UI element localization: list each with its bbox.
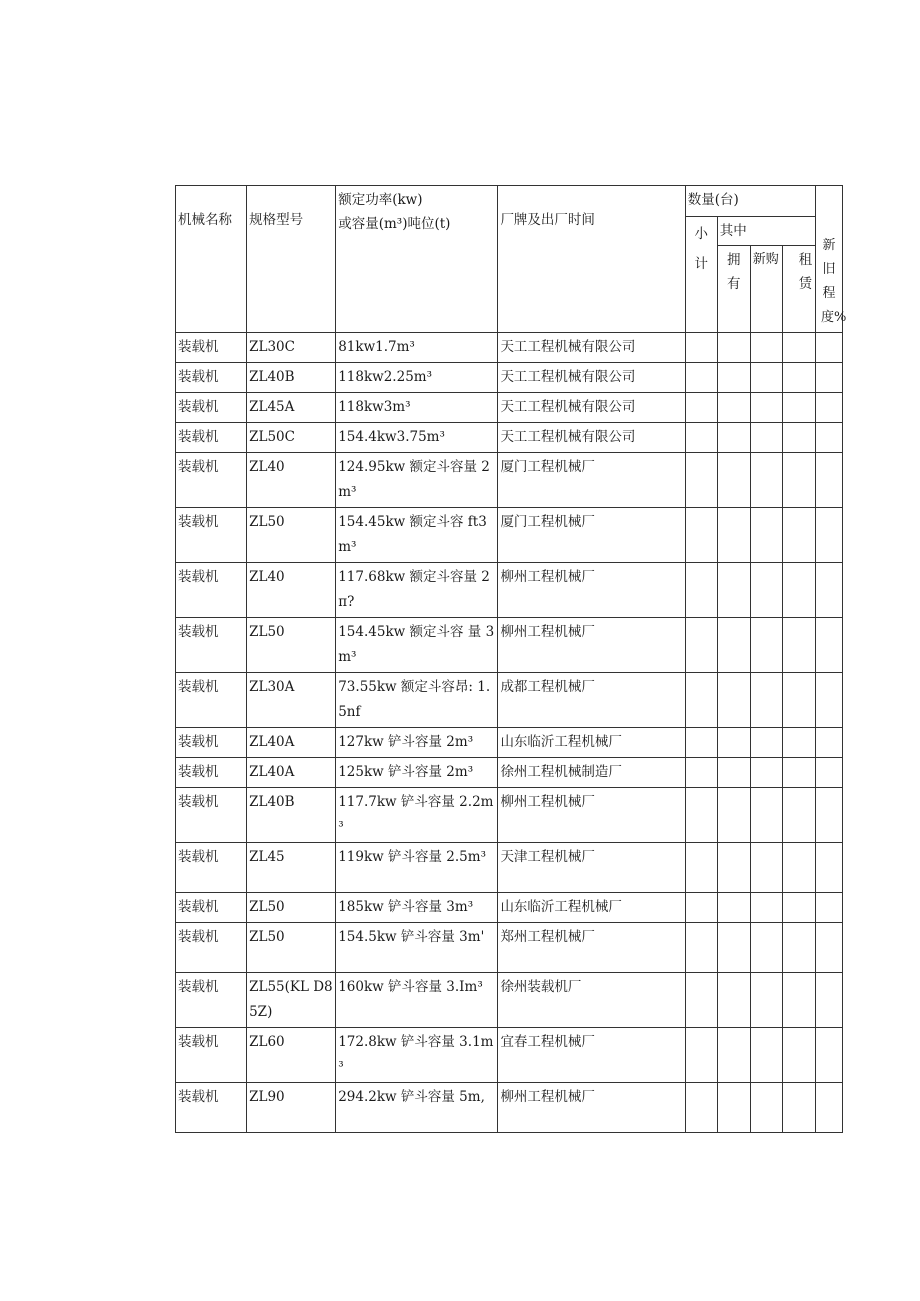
cell-empty bbox=[717, 333, 750, 363]
cell-empty bbox=[717, 673, 750, 728]
cell-empty bbox=[815, 363, 842, 393]
cell-empty bbox=[717, 973, 750, 1028]
cell-model: ZL30A bbox=[247, 673, 336, 728]
table-row bbox=[176, 563, 843, 618]
cell-empty bbox=[750, 788, 782, 843]
cell-name: 装载机 bbox=[176, 1083, 247, 1133]
cell-empty bbox=[782, 363, 815, 393]
cell-empty bbox=[750, 973, 782, 1028]
table-row bbox=[176, 923, 843, 973]
header-own-text: 拥有 bbox=[727, 252, 741, 292]
cell-empty bbox=[815, 333, 842, 363]
cell-empty bbox=[717, 728, 750, 758]
cell-name: 装载机 bbox=[176, 973, 247, 1028]
cell-empty bbox=[815, 728, 842, 758]
header-model: 规格型号 bbox=[247, 186, 336, 333]
cell-model: ZL40 bbox=[247, 563, 336, 618]
cell-empty bbox=[717, 843, 750, 893]
cell-empty bbox=[782, 423, 815, 453]
cell-model: ZL45 bbox=[247, 843, 336, 893]
cell-name: 装载机 bbox=[176, 508, 247, 563]
cell-maker: 天工工程机械有限公司 bbox=[498, 423, 685, 453]
cell-maker: 天工工程机械有限公司 bbox=[498, 333, 685, 363]
cell-empty bbox=[782, 673, 815, 728]
cell-empty bbox=[717, 563, 750, 618]
cell-empty bbox=[782, 758, 815, 788]
header-subtotal bbox=[685, 217, 717, 333]
cell-empty bbox=[815, 618, 842, 673]
cell-maker: 柳州工程机械厂 bbox=[498, 1083, 685, 1133]
cell-empty bbox=[717, 1083, 750, 1133]
cell-empty bbox=[685, 893, 717, 923]
cell-empty bbox=[717, 393, 750, 423]
cell-power: 119kw 铲斗容量 2.5m³ bbox=[336, 843, 498, 893]
header-own bbox=[717, 246, 750, 333]
cell-model: ZL45A bbox=[247, 393, 336, 423]
cell-model: ZL50C bbox=[247, 423, 336, 453]
cell-empty bbox=[750, 453, 782, 508]
cell-power: 118kw3m³ bbox=[336, 393, 498, 423]
cell-empty bbox=[685, 563, 717, 618]
cell-maker: 山东临沂工程机械厂 bbox=[498, 728, 685, 758]
cell-name: 装载机 bbox=[176, 393, 247, 423]
table-row bbox=[176, 893, 843, 923]
cell-empty bbox=[717, 508, 750, 563]
cell-name: 装载机 bbox=[176, 1028, 247, 1083]
table-row bbox=[176, 1083, 843, 1133]
cell-power: 185kw 铲斗容量 3m³ bbox=[336, 893, 498, 923]
cell-empty bbox=[782, 788, 815, 843]
cell-empty bbox=[685, 788, 717, 843]
cell-empty bbox=[685, 508, 717, 563]
cell-empty bbox=[815, 1028, 842, 1083]
cell-model: ZL90 bbox=[247, 1083, 336, 1133]
header-name: 机械名称 bbox=[176, 186, 247, 333]
cell-empty bbox=[815, 843, 842, 893]
table-row bbox=[176, 618, 843, 673]
cell-model: ZL50 bbox=[247, 508, 336, 563]
cell-empty bbox=[815, 453, 842, 508]
cell-maker: 郑州工程机械厂 bbox=[498, 923, 685, 973]
cell-maker: 天津工程机械厂 bbox=[498, 843, 685, 893]
table-row bbox=[176, 363, 843, 393]
cell-empty bbox=[717, 1028, 750, 1083]
cell-model: ZL60 bbox=[247, 1028, 336, 1083]
table-row bbox=[176, 843, 843, 893]
cell-empty bbox=[750, 563, 782, 618]
cell-empty bbox=[750, 1028, 782, 1083]
cell-empty bbox=[717, 758, 750, 788]
header-qty: 数量(台) bbox=[685, 186, 815, 217]
cell-maker: 徐州装载机厂 bbox=[498, 973, 685, 1028]
cell-model: ZL40 bbox=[247, 453, 336, 508]
cell-empty bbox=[685, 618, 717, 673]
cell-empty bbox=[815, 423, 842, 453]
cell-power: 294.2kw 铲斗容量 5m, bbox=[336, 1083, 498, 1133]
cell-empty bbox=[750, 673, 782, 728]
cell-empty bbox=[815, 893, 842, 923]
cell-empty bbox=[685, 1028, 717, 1083]
cell-name: 装载机 bbox=[176, 333, 247, 363]
cell-empty bbox=[815, 788, 842, 843]
cell-maker: 厦门工程机械厂 bbox=[498, 453, 685, 508]
cell-empty bbox=[685, 393, 717, 423]
cell-empty bbox=[782, 728, 815, 758]
cell-empty bbox=[782, 973, 815, 1028]
cell-name: 装载机 bbox=[176, 893, 247, 923]
equipment-table bbox=[175, 185, 847, 1133]
cell-model: ZL40B bbox=[247, 363, 336, 393]
cell-maker: 天工工程机械有限公司 bbox=[498, 393, 685, 423]
cell-maker: 柳州工程机械厂 bbox=[498, 618, 685, 673]
table-row bbox=[176, 788, 843, 843]
header-lease bbox=[782, 246, 815, 333]
cell-empty bbox=[815, 758, 842, 788]
cell-empty bbox=[685, 673, 717, 728]
cell-empty bbox=[815, 508, 842, 563]
cell-empty bbox=[685, 843, 717, 893]
table-row bbox=[176, 333, 843, 363]
cell-name: 装载机 bbox=[176, 788, 247, 843]
cell-empty bbox=[717, 363, 750, 393]
cell-empty bbox=[750, 758, 782, 788]
cell-empty bbox=[750, 423, 782, 453]
cell-maker: 成都工程机械厂 bbox=[498, 673, 685, 728]
cell-power: 160kw 铲斗容量 3.Im³ bbox=[336, 973, 498, 1028]
cell-power: 118kw2.25m³ bbox=[336, 363, 498, 393]
cell-power: 117.7kw 铲斗容量 2.2m³ bbox=[336, 788, 498, 843]
cell-model: ZL40B bbox=[247, 788, 336, 843]
cell-power: 124.95kw 额定斗容量 2m³ bbox=[336, 453, 498, 508]
cell-empty bbox=[815, 973, 842, 1028]
cell-empty bbox=[750, 923, 782, 973]
cell-empty bbox=[685, 758, 717, 788]
cell-empty bbox=[815, 1083, 842, 1133]
header-subtotal-text: 小计 bbox=[694, 226, 708, 272]
cell-name: 装载机 bbox=[176, 728, 247, 758]
cell-empty bbox=[685, 728, 717, 758]
cell-empty bbox=[750, 333, 782, 363]
cell-name: 装载机 bbox=[176, 563, 247, 618]
cell-empty bbox=[717, 618, 750, 673]
cell-name: 装载机 bbox=[176, 618, 247, 673]
cell-power: 73.55kw 额定斗容昂: 1.5nf bbox=[336, 673, 498, 728]
cell-empty bbox=[685, 923, 717, 973]
cell-empty bbox=[782, 923, 815, 973]
cell-model: ZL50 bbox=[247, 618, 336, 673]
table-row bbox=[176, 973, 843, 1028]
cell-empty bbox=[815, 923, 842, 973]
header-lease-text: 租赁 bbox=[798, 252, 813, 292]
table-row bbox=[176, 423, 843, 453]
cell-empty bbox=[782, 393, 815, 423]
cell-name: 装载机 bbox=[176, 423, 247, 453]
cell-empty bbox=[750, 618, 782, 673]
cell-empty bbox=[782, 1028, 815, 1083]
cell-empty bbox=[782, 1083, 815, 1133]
cell-maker: 宜春工程机械厂 bbox=[498, 1028, 685, 1083]
table-row bbox=[176, 393, 843, 423]
cell-empty bbox=[782, 843, 815, 893]
cell-power: 154.45kw 额定斗容 量 3m³ bbox=[336, 618, 498, 673]
cell-power: 125kw 铲斗容量 2m³ bbox=[336, 758, 498, 788]
table-row bbox=[176, 453, 843, 508]
cell-power: 81kw1.7m³ bbox=[336, 333, 498, 363]
cell-empty bbox=[750, 893, 782, 923]
cell-empty bbox=[685, 423, 717, 453]
cell-name: 装载机 bbox=[176, 453, 247, 508]
cell-power: 117.68kw 额定斗容量 2π? bbox=[336, 563, 498, 618]
table-row bbox=[176, 728, 843, 758]
cell-empty bbox=[685, 363, 717, 393]
header-of-which: 其中 bbox=[717, 217, 815, 246]
cell-empty bbox=[750, 393, 782, 423]
cell-empty bbox=[685, 333, 717, 363]
cell-model: ZL50 bbox=[247, 893, 336, 923]
header-power-line2: 或容量(m³)吨位(t) bbox=[338, 216, 451, 232]
cell-empty bbox=[782, 618, 815, 673]
cell-power: 127kw 铲斗容量 2m³ bbox=[336, 728, 498, 758]
cell-empty bbox=[685, 453, 717, 508]
cell-maker: 柳州工程机械厂 bbox=[498, 563, 685, 618]
cell-empty bbox=[782, 563, 815, 618]
cell-empty bbox=[750, 728, 782, 758]
cell-empty bbox=[717, 423, 750, 453]
cell-empty bbox=[750, 1083, 782, 1133]
cell-maker: 厦门工程机械厂 bbox=[498, 508, 685, 563]
cell-model: ZL40A bbox=[247, 728, 336, 758]
cell-empty bbox=[782, 333, 815, 363]
cell-empty bbox=[717, 893, 750, 923]
table-row bbox=[176, 673, 843, 728]
cell-empty bbox=[782, 893, 815, 923]
cell-power: 154.45kw 额定斗容 ft3m³ bbox=[336, 508, 498, 563]
table-row bbox=[176, 758, 843, 788]
cell-power: 154.4kw3.75m³ bbox=[336, 423, 498, 453]
cell-name: 装载机 bbox=[176, 923, 247, 973]
header-condition bbox=[815, 186, 847, 333]
cell-maker: 天工工程机械有限公司 bbox=[498, 363, 685, 393]
header-power-line1: 额定功率(kw) bbox=[338, 192, 423, 208]
cell-empty bbox=[815, 563, 842, 618]
cell-name: 装载机 bbox=[176, 673, 247, 728]
table-row bbox=[176, 1028, 843, 1083]
cell-name: 装载机 bbox=[176, 363, 247, 393]
cell-name: 装载机 bbox=[176, 843, 247, 893]
cell-empty bbox=[782, 508, 815, 563]
cell-empty bbox=[782, 453, 815, 508]
cell-power: 154.5kw 铲斗容量 3m' bbox=[336, 923, 498, 973]
cell-empty bbox=[685, 1083, 717, 1133]
cell-empty bbox=[717, 453, 750, 508]
cell-model: ZL55(KL D85Z) bbox=[247, 973, 336, 1028]
cell-empty bbox=[685, 973, 717, 1028]
cell-name: 装载机 bbox=[176, 758, 247, 788]
cell-empty bbox=[750, 508, 782, 563]
header-new-buy: 新购 bbox=[750, 246, 782, 333]
cell-empty bbox=[815, 393, 842, 423]
cell-model: ZL50 bbox=[247, 923, 336, 973]
cell-model: ZL40A bbox=[247, 758, 336, 788]
cell-empty bbox=[717, 923, 750, 973]
cell-maker: 山东临沂工程机械厂 bbox=[498, 893, 685, 923]
header-condition-text: 新旧程度% bbox=[820, 238, 847, 325]
cell-empty bbox=[750, 843, 782, 893]
cell-maker: 徐州工程机械制造厂 bbox=[498, 758, 685, 788]
cell-empty bbox=[717, 788, 750, 843]
cell-empty bbox=[815, 673, 842, 728]
header-maker: 厂牌及出厂时间 bbox=[498, 186, 685, 333]
table-row bbox=[176, 508, 843, 563]
cell-model: ZL30C bbox=[247, 333, 336, 363]
cell-power: 172.8kw 铲斗容量 3.1m³ bbox=[336, 1028, 498, 1083]
header-power bbox=[336, 186, 498, 333]
cell-empty bbox=[750, 363, 782, 393]
cell-maker: 柳州工程机械厂 bbox=[498, 788, 685, 843]
